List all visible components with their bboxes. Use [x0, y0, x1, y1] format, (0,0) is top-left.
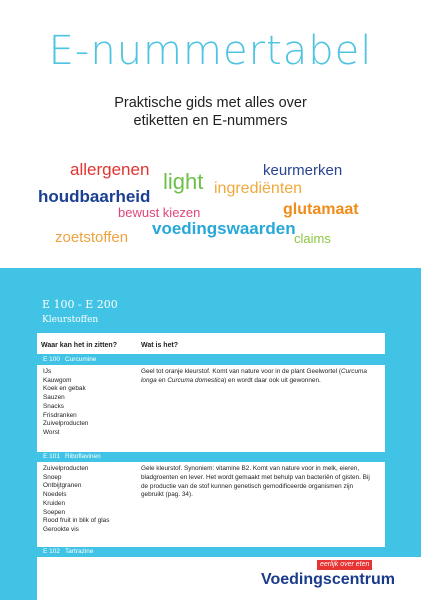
- page-title: E-nummertabel: [48, 28, 373, 74]
- description-e100: [141, 368, 377, 386]
- section-range: E 100 - E 200: [42, 298, 118, 311]
- food-item: IJs: [43, 368, 52, 375]
- entry-name: Curcumine: [65, 356, 97, 363]
- word-keurmerken: keurmerken: [263, 162, 343, 179]
- word-zoetstoffen: zoetstoffen: [55, 229, 129, 246]
- word-houdbaarheid: houdbaarheid: [38, 187, 151, 206]
- logo-slogan: eerlijk over eten: [317, 560, 372, 570]
- word-light: light: [163, 169, 204, 194]
- subtitle: [0, 94, 421, 130]
- description-text: Geel tot oranje kleurstof. Komt van nature voor in de plant Geelwortel (: [141, 368, 341, 375]
- description-e101: Gele kleurstof. Synoniem: vitamine B2. Komt van nature voor in melk, eieren, bladgroenten en lever. Het wordt gemaakt met behulp van bacteriën of gisten. Bij de productie van de stof kunnen genetisch gemodificeerde organismen zijn gebruikt (pag. 34).: [141, 465, 370, 499]
- column-header-where: Waar kan het in zitten?: [41, 342, 117, 349]
- food-item: Worst: [43, 428, 60, 436]
- entry-band-e102: [37, 547, 385, 557]
- entry-code: E 101: [43, 453, 60, 460]
- food-list-e101: [43, 465, 109, 535]
- word-bewust-kiezen: bewust kiezen: [118, 205, 201, 220]
- food-item: Rood fruit in blik of glas: [43, 517, 110, 525]
- word-claims: claims: [294, 231, 331, 246]
- section-category: Kleurstoffen: [42, 315, 99, 325]
- food-item: Kruiden: [43, 499, 66, 507]
- entry-code: E 100: [43, 356, 60, 363]
- entry-name: Tartrazine: [65, 548, 94, 555]
- food-item: Frisdranken: [43, 411, 77, 419]
- food-item: Sauzen: [43, 394, 65, 402]
- word-ingredienten: ingrediënten: [214, 180, 303, 197]
- food-item: Noedels: [43, 491, 67, 499]
- entry-band-e100: [37, 355, 385, 365]
- food-item: Zuivelproducten: [43, 465, 89, 472]
- food-item: Koek en gebak: [43, 385, 86, 393]
- food-item: Snacks: [43, 402, 64, 410]
- food-item: Snoep: [43, 473, 62, 481]
- subtitle-line-2: etiketten en E-nummers: [133, 113, 288, 129]
- word-voedingswaarden: voedingswaarden: [152, 219, 296, 238]
- entry-code: E 102: [43, 548, 60, 555]
- description-latin: Curcuma domestica: [167, 376, 225, 384]
- voedingscentrum-logo: [255, 557, 421, 600]
- description-text: ) en wordt daar ook uit gewonnen.: [224, 376, 321, 384]
- entry-name: Riboflavinen: [65, 453, 101, 460]
- food-list-e100: [43, 368, 88, 438]
- entry-band-e101: [37, 452, 385, 462]
- word-allergenen: allergenen: [70, 160, 150, 179]
- column-header-what: Wat is het?: [141, 342, 179, 349]
- food-item: Kauwgom: [43, 376, 72, 384]
- subtitle-line-1: Praktische gids met alles over: [114, 95, 307, 111]
- description-latin: Curcuma longa: [141, 368, 367, 384]
- word-glutamaat: glutamaat: [283, 201, 359, 218]
- description-text: en: [156, 376, 168, 384]
- food-item: Ontbijtgranen: [43, 482, 82, 490]
- food-item: Zuivelproducten: [43, 420, 89, 428]
- logo-brand: Voedingscentrum: [261, 571, 395, 588]
- food-item: Soepen: [43, 508, 66, 516]
- food-item: Gerookte vis: [43, 525, 79, 533]
